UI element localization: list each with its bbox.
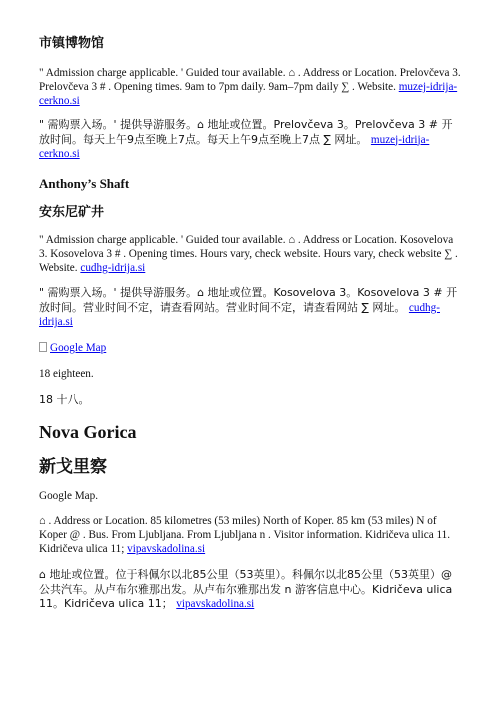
heading-nova-gorica-en: Nova Gorica	[39, 422, 137, 442]
anthonys-shaft-info-en-text: " Admission charge applicable. ' Guided tour available. ⌂ . Address or Location. Kosovelova 3. Kosovelova 3 # . Opening times. Hours vary, check website. Hours vary, check website ∑ . Website.	[39, 234, 458, 274]
heading-municipal-museum-zh: 市镇博物馆	[39, 36, 105, 51]
nova-gorica-info-zh	[39, 568, 463, 612]
google-map-line	[39, 341, 463, 355]
heading-anthonys-shaft-en: Anthony’s Shaft	[39, 176, 130, 191]
nova-gorica-website-link-zh[interactable]: vipavskadolina.si	[176, 598, 255, 610]
anthonys-shaft-info-zh-text: " 需购票入场。' 提供导游服务。⌂ 地址或位置。Kosovelova 3。Kosovelova 3 # 开放时间。营业时间不定，请查看网站。营业时间不定，请查看网站 ∑ 网址。	[39, 286, 458, 314]
heading-nova-gorica-zh: 新戈里察	[39, 457, 107, 477]
nova-gorica-map-text: Google Map.	[39, 490, 99, 502]
nova-gorica-website-link-en[interactable]: vipavskadolina.si	[127, 543, 206, 555]
municipal-museum-info-zh	[39, 118, 463, 162]
heading-anthonys-shaft-zh: 安东尼矿井	[39, 205, 105, 220]
anthonys-shaft-info-en	[39, 233, 463, 275]
number-eighteen-en: 18 eighteen.	[39, 368, 94, 380]
municipal-museum-info-en-text: " Admission charge applicable. ' Guided tour available. ⌂ . Address or Location. Prelovčeva 3. Prelovčeva 3 # . Opening times. 9am to 7pm daily. 9am–7pm daily ∑ . Website.	[39, 67, 461, 93]
number-eighteen-zh: 18 十八。	[39, 393, 90, 406]
municipal-museum-website-link-zh[interactable]: muzej-idrija-cerkno.si	[39, 133, 430, 160]
anthonys-shaft-website-link-en[interactable]: cudhg-idrija.si	[80, 262, 146, 274]
anthonys-shaft-website-link-zh[interactable]: cudhg-idrija.si	[39, 301, 440, 328]
map-placeholder-icon	[39, 342, 47, 352]
municipal-museum-website-link-en[interactable]: muzej-idrija-cerkno.si	[39, 81, 458, 107]
nova-gorica-info-zh-text: ⌂ 地址或位置。位于科佩尔以北85公里（53英里）。科佩尔以北85公里（53英里）@ 公共汽车。从卢布尔雅那出发。从卢布尔雅那出发 n 游客信息中心。Kidričeva ulica 11。Kidričeva ulica 11；	[39, 568, 453, 610]
municipal-museum-info-en	[39, 66, 463, 108]
google-map-link[interactable]: Google Map	[50, 342, 107, 354]
nova-gorica-info-en	[39, 514, 463, 556]
nova-gorica-info-en-text: ⌂ . Address or Location. 85 kilometres (53 miles) North of Koper. 85 km (53 miles) N of Koper @ . Bus. From Ljubljana. From Ljubljana n . Visitor information. Kidričeva ulica 11. Kidričeva ulica 11;	[39, 515, 451, 555]
municipal-museum-info-zh-text: " 需购票入场。' 提供导游服务。⌂ 地址或位置。Prelovčeva 3。Prelovčeva 3 # 开放时间。每天上午9点至晚上7点。每天上午9点至晚上7点 ∑ 网址。	[39, 118, 453, 146]
anthonys-shaft-info-zh	[39, 286, 463, 330]
